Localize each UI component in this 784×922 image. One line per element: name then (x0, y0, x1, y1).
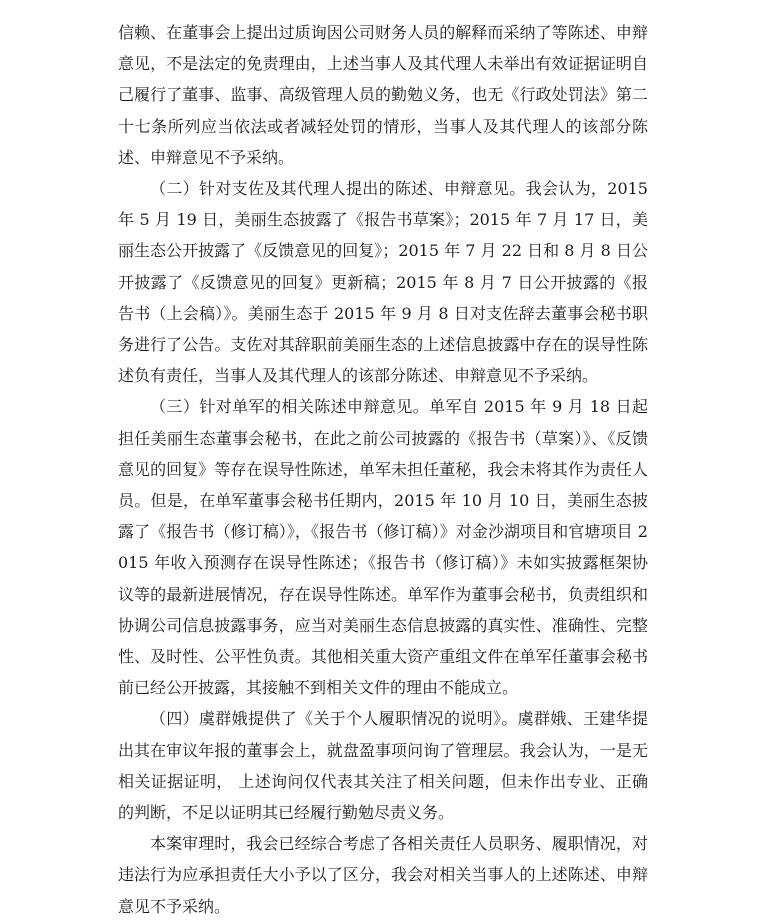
paragraph-section-2: （二）针对支佐及其代理人提出的陈述、申辩意见。我会认为，2015 年 5 月 19 日，美丽生态披露了《报告书草案》；2015 年 7 月 17 日，美丽生态公开披露了《反馈意见的回复》；2015 年 7 月 22 日和 8 月 8 日公开披露了《反馈意见的回复》更新稿；2015 年 8 月 7 日公开披露的《报告书（上会稿）》。美丽生态于 2015 年 9 月 8 日对支佐辞去董事会秘书职务进行了公告。支佐对其辞职前美丽生态的上述信息披露中存在的误导性陈述负有责任，当事人及其代理人的该部分陈述、申辩意见不予采纳。 (118, 179, 648, 386)
paragraph-section-3: （三）针对单军的相关陈述申辩意见。单军自 2015 年 9 月 18 日起担任美丽生态董事会秘书，在此之前公司披露的《报告书（草案）》、《反馈意见的回复》等存在误导性陈述，单军未担任董秘，我会未将其作为责任人员。但是，在单军董事会秘书任期内，2015 年 10 月 10 日，美丽生态披露了《报告书（修订稿）》，《报告书（修订稿）》对金沙湖项目和官塘项目 2015 年收入预测存在误导性陈述；《报告书（修订稿）》未如实披露框架协议等的最新进展情况，存在误导性陈述。单军作为董事会秘书，负责组织和协调公司信息披露事务，应当对美丽生态信息披露的真实性、准确性、完整性、及时性、公平性负责。其他相关重大资产重组文件在单军任董事会秘书前已经公开披露，其接触不到相关文件的理由不能成立。 (118, 397, 648, 698)
paragraph-continuation: 信赖、在董事会上提出过质询因公司财务人员的解释而采纳了等陈述、申辩意见，不是法定的免责理由，上述当事人及其代理人未举出有效证据证明自己履行了董事、监事、高级管理人员的勤勉义务，也无《行政处罚法》第二十七条所列应当依法或者减轻处罚的情形，当事人及其代理人的该部分陈述、申辩意见不予采纳。 (118, 23, 648, 167)
paragraph-conclusion: 本案审理时，我会已经综合考虑了各相关责任人员职务、履职情况，对违法行为应承担责任大小予以了区分，我会对相关当事人的上述陈述、申辩意见不予采纳。 (118, 834, 648, 916)
document-page (118, 17, 648, 922)
paragraph-section-4: （四）虞群娥提供了《关于个人履职情况的说明》。虞群娥、王建华提出其在审议年报的董事会上，就盘盈事项问询了管理层。我会认为，一是无相关证据证明， 上述询问仅代表其关注了相关问题，但未作出专业、正确的判断，不足以证明其已经履行勤勉尽责义务。 (118, 709, 648, 823)
